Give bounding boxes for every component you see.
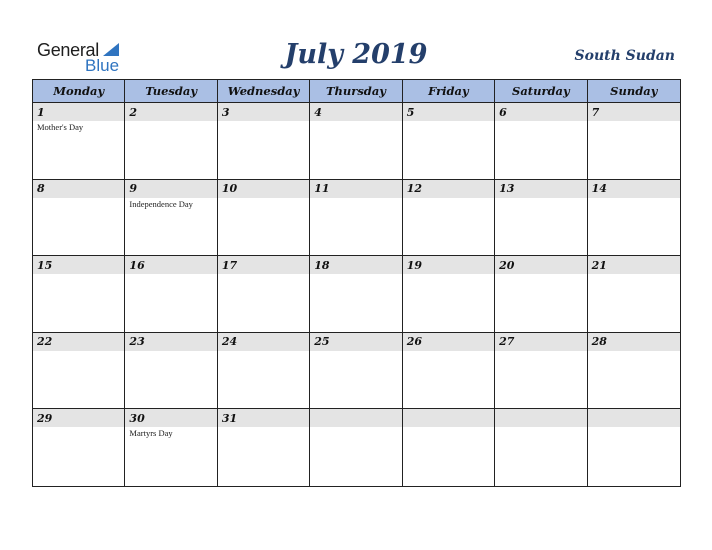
weekday-header: Sunday <box>588 80 680 103</box>
day-number: 31 <box>218 409 309 427</box>
day-number: 7 <box>588 103 680 121</box>
day-cell <box>495 409 587 486</box>
day-cell <box>218 409 310 486</box>
day-number <box>495 409 586 427</box>
holiday-label: Independence Day <box>129 198 193 209</box>
day-cell <box>125 256 217 333</box>
day-number: 17 <box>218 256 309 274</box>
holiday-label: Martyrs Day <box>129 428 173 439</box>
day-number: 15 <box>33 256 124 274</box>
day-number: 1 <box>33 103 124 121</box>
day-number: 9 <box>125 180 216 198</box>
day-cell <box>125 103 217 180</box>
day-number <box>403 409 494 427</box>
day-number: 27 <box>495 333 586 351</box>
day-cell <box>588 103 680 180</box>
day-number: 3 <box>218 103 309 121</box>
weekday-header: Thursday <box>310 80 402 103</box>
day-number <box>310 409 401 427</box>
day-cell <box>33 180 125 257</box>
day-number: 26 <box>403 333 494 351</box>
weekday-header: Saturday <box>495 80 587 103</box>
day-cell <box>310 103 402 180</box>
day-cell <box>403 256 495 333</box>
day-cell <box>310 333 402 410</box>
day-cell <box>588 333 680 410</box>
day-number: 21 <box>588 256 680 274</box>
day-number: 20 <box>495 256 586 274</box>
calendar-grid <box>32 79 681 487</box>
day-number: 2 <box>125 103 216 121</box>
day-cell <box>588 180 680 257</box>
day-cell <box>403 409 495 486</box>
weekday-header: Monday <box>33 80 125 103</box>
day-number: 11 <box>310 180 401 198</box>
day-number <box>588 409 680 427</box>
day-number: 5 <box>403 103 494 121</box>
day-cell <box>403 103 495 180</box>
day-cell <box>218 333 310 410</box>
day-number: 10 <box>218 180 309 198</box>
day-number: 24 <box>218 333 309 351</box>
day-cell <box>33 103 125 180</box>
day-cell <box>495 256 587 333</box>
day-number: 19 <box>403 256 494 274</box>
day-cell <box>495 180 587 257</box>
day-cell <box>403 180 495 257</box>
day-number: 4 <box>310 103 401 121</box>
day-number: 12 <box>403 180 494 198</box>
day-cell <box>218 103 310 180</box>
day-number: 18 <box>310 256 401 274</box>
day-number: 6 <box>495 103 586 121</box>
day-number: 13 <box>495 180 586 198</box>
day-cell <box>310 409 402 486</box>
day-number: 16 <box>125 256 216 274</box>
day-cell <box>125 180 217 257</box>
calendar-title: July 2019 <box>284 39 428 70</box>
day-cell <box>218 180 310 257</box>
day-cell <box>125 333 217 410</box>
day-cell <box>588 409 680 486</box>
day-cell <box>218 256 310 333</box>
day-cell <box>310 180 402 257</box>
weekday-header: Friday <box>403 80 495 103</box>
weekday-header: Tuesday <box>125 80 217 103</box>
day-number: 23 <box>125 333 216 351</box>
day-cell <box>588 256 680 333</box>
day-number: 8 <box>33 180 124 198</box>
day-number: 30 <box>125 409 216 427</box>
country-label: South Sudan <box>574 48 675 64</box>
day-cell <box>33 333 125 410</box>
weekday-header: Wednesday <box>218 80 310 103</box>
day-number: 14 <box>588 180 680 198</box>
day-number: 25 <box>310 333 401 351</box>
day-cell <box>495 103 587 180</box>
logo-word-general: General <box>37 40 99 60</box>
day-number: 22 <box>33 333 124 351</box>
logo-word-blue: Blue <box>85 56 120 75</box>
day-cell <box>33 256 125 333</box>
day-number: 28 <box>588 333 680 351</box>
day-cell <box>403 333 495 410</box>
holiday-label: Mother's Day <box>37 122 84 132</box>
day-cell <box>125 409 217 486</box>
day-cell <box>495 333 587 410</box>
day-cell <box>310 256 402 333</box>
day-number: 29 <box>33 409 124 427</box>
day-cell <box>33 409 125 486</box>
